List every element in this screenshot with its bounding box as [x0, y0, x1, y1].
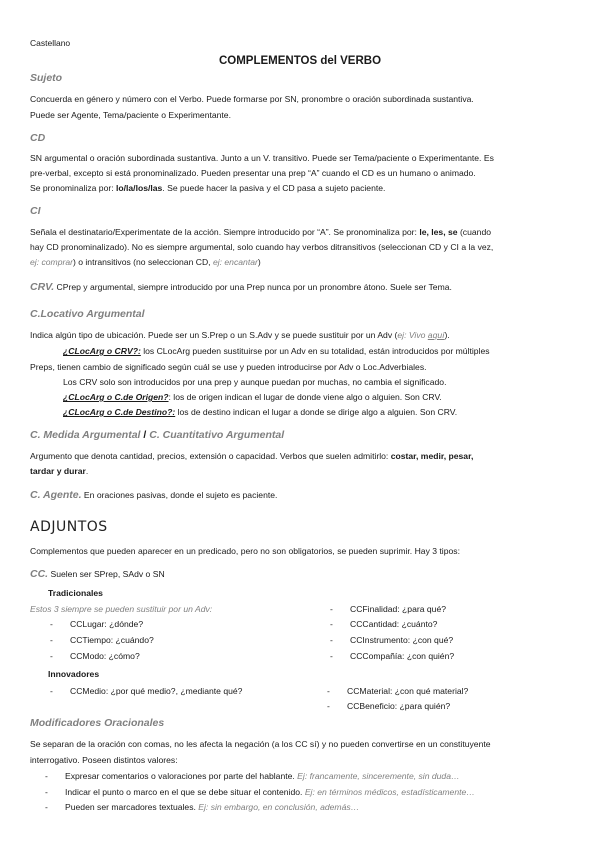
- tradicionales-note: Estos 3 siempre se pueden sustituir por un Adv:: [30, 604, 213, 614]
- cd-line-1: SN argumental o oración subordinada sustantiva. Junto a un V. transitivo. Puede ser Tema/paciente o Experimentante. Es: [30, 153, 494, 163]
- list-item-text: CCMedio: ¿por qué medio?, ¿mediante qué?: [70, 686, 243, 696]
- cd-line-2: pre-verbal, excepto si está pronominalizado. Pueden presentar una prep “A” cuando el CD es un humano o animado.: [30, 168, 476, 178]
- modificador-text: Indicar el punto o marco en el que se debe situar el contenido.: [65, 787, 305, 797]
- page-title: COMPLEMENTOS del VERBO: [218, 55, 382, 67]
- list-item-text: [65, 786, 475, 798]
- locativo-q3-text: los de destino indican el lugar a donde se dirige algo a alguien. Son CRV.: [175, 407, 458, 417]
- list-item-text: CCMaterial: ¿con qué material?: [347, 686, 469, 696]
- locativo-q3-line: [63, 406, 457, 418]
- medida-line-2-post: .: [85, 466, 89, 476]
- medida-heading: [30, 428, 284, 443]
- locativo-q1-text: los CLocArg pueden sustituirse por un Adv en su totalidad, están introducidos por múltiples: [140, 346, 490, 356]
- list-item-text: [65, 801, 359, 813]
- list-item-text: [65, 770, 460, 782]
- crv-text: CPrep y argumental, siempre introducido por una Prep nunca por un pronombre átono. Suele ser Tema.: [54, 282, 452, 292]
- ci-line-1-post: (cuando: [457, 227, 492, 237]
- list-item-text: CCFinalidad: ¿para qué?: [350, 604, 447, 614]
- list-item-text: CCInstrumento: ¿con qué?: [350, 635, 454, 645]
- cd-line-3-pre: Se pronominaliza por:: [30, 183, 116, 193]
- cc-line: [30, 567, 165, 582]
- list-dash: -: [330, 619, 333, 629]
- medida-heading-separator: /: [140, 429, 150, 441]
- locativo-q1: ¿CLocArg o CRV?:: [63, 346, 141, 356]
- agente-heading: C. Agente.: [30, 489, 82, 501]
- ci-pronouns: le, les, se: [419, 227, 458, 237]
- agente-line: [30, 488, 574, 503]
- list-dash: -: [50, 686, 53, 696]
- locativo-q1-line: [63, 345, 574, 357]
- cd-heading: CD: [30, 132, 46, 144]
- list-item-text: CCCompañía: ¿con quién?: [350, 651, 455, 661]
- agente-text: En oraciones pasivas, donde el sujeto es paciente.: [81, 490, 278, 500]
- adjuntos-intro: Complementos que pueden aparecer en un predicado, pero no son obligatorios, se pueden suprimir. Hay 3 tipos:: [30, 546, 460, 556]
- crv-heading: CRV.: [30, 281, 55, 293]
- ci-line-1: [30, 226, 574, 238]
- locativo-q2-text: : los de origen indican el lugar de donde viene algo o alguien. Son CRV.: [168, 392, 442, 402]
- medida-verbs-1: costar, medir, pesar,: [390, 451, 474, 461]
- cd-line-3: [30, 182, 574, 194]
- crv-line: [30, 280, 574, 295]
- sujeto-line-1: Concuerda en género y número con el Verbo. Puede formarse por SN, pronombre o oración subordinada sustantiva.: [30, 94, 474, 104]
- medida-verbs-2: tardar y durar: [30, 466, 86, 476]
- cd-line-3-post: . Se puede hacer la pasiva y el CD pasa a sujeto paciente.: [162, 183, 386, 193]
- modificador-text: Pueden ser marcadores textuales.: [65, 802, 199, 812]
- modificador-example: Ej: sin embargo, en conclusión, además…: [198, 802, 360, 812]
- ci-example-1: ej: comprar: [30, 257, 73, 267]
- modificador-example: Ej: francamente, sinceremente, sin duda…: [297, 771, 460, 781]
- ci-line-2: hay CD pronominalizado). No es siempre argumental, solo cuando hay verbos ditransitivos (seleccionan CD y CI a la vez,: [30, 242, 494, 252]
- medida-line-2: [30, 465, 574, 477]
- list-dash: -: [330, 651, 333, 661]
- locativo-q2: ¿CLocArg o C.de Origen?: [63, 392, 169, 402]
- sujeto-line-2: Puede ser Agente, Tema/paciente o Experimentante.: [30, 110, 231, 120]
- medida-line-1: [30, 450, 574, 462]
- ci-heading: CI: [30, 205, 41, 217]
- list-dash: -: [330, 604, 333, 614]
- list-dash: -: [50, 651, 53, 661]
- locativo-line-1-post: ).: [444, 330, 450, 340]
- ci-line-3: [30, 256, 574, 268]
- locativo-note: Los CRV solo son introducidos por una prep y aunque puedan por muchas, no cambia el significado.: [63, 377, 447, 387]
- list-dash: -: [327, 701, 330, 711]
- innovadores-heading: Innovadores: [48, 669, 100, 679]
- subject-label: Castellano: [30, 38, 71, 48]
- locativo-q3: ¿CLocArg o C.de Destino?:: [63, 407, 176, 417]
- list-item-text: CCTiempo: ¿cuándo?: [70, 635, 154, 645]
- ci-line-3-mid: ) o intransitivos (no seleccionan CD,: [72, 257, 213, 267]
- locativo-example: ej: Vivo: [397, 330, 428, 340]
- locativo-line-1-pre: Indica algún tipo de ubicación. Puede ser un S.Prep o un S.Adv y se puede sustituir por un Adv (: [30, 330, 398, 340]
- locativo-q1-continued: Preps, tienen cambio de significado según cuál se use y pueden introducirse por Adv o Loc.Adverbiales.: [30, 362, 427, 372]
- sujeto-heading: Sujeto: [30, 72, 63, 84]
- modificador-example: Ej: en términos médicos, estadísticamente…: [304, 787, 475, 797]
- cd-pronouns: lo/la/los/las: [115, 183, 163, 193]
- locativo-example-underlined: aquí: [427, 330, 445, 340]
- list-item-text: CCBeneficio: ¿para quién?: [347, 701, 451, 711]
- list-item-text: CCCantidad: ¿cuánto?: [350, 619, 438, 629]
- list-dash: -: [50, 619, 53, 629]
- modificadores-heading: Modificadores Oracionales: [30, 717, 165, 729]
- ci-example-2: ej: encantar: [212, 257, 258, 267]
- tradicionales-heading: Tradicionales: [48, 588, 103, 598]
- list-dash: -: [330, 635, 333, 645]
- modificador-text: Expresar comentarios o valoraciones por parte del hablante.: [65, 771, 298, 781]
- locativo-heading: C.Locativo Argumental: [30, 308, 145, 320]
- locativo-line-1: [30, 329, 574, 341]
- medida-line-1-pre: Argumento que denota cantidad, precios, extensión o capacidad. Verbos que suelen admitirlo:: [30, 451, 391, 461]
- modificadores-line-2: interrogativo. Poseen distintos valores:: [30, 755, 178, 765]
- list-dash: -: [50, 635, 53, 645]
- medida-heading-a: C. Medida Argumental: [30, 429, 141, 441]
- cc-text: Suelen ser SPrep, SAdv o SN: [48, 569, 165, 579]
- list-dash: -: [45, 771, 48, 781]
- adjuntos-heading: ADJUNTOS: [30, 519, 108, 535]
- ci-line-3-post: ): [257, 257, 261, 267]
- ci-line-1-pre: Señala el destinatario/Experimentate de la acción. Siempre introducido por “A”. Se pronominaliza por:: [30, 227, 420, 237]
- list-dash: -: [45, 787, 48, 797]
- modificadores-line-1: Se separan de la oración con comas, no les afecta la negación (a los CC sí) y no pueden convertirse en un constituyente: [30, 739, 491, 749]
- list-item-text: CCLugar: ¿dónde?: [70, 619, 144, 629]
- cc-heading: CC.: [30, 568, 49, 580]
- list-dash: -: [327, 686, 330, 696]
- list-dash: -: [45, 802, 48, 812]
- locativo-q2-line: [63, 391, 442, 403]
- medida-heading-b: C. Cuantitativo Argumental: [149, 429, 285, 441]
- list-item-text: CCModo: ¿cómo?: [70, 651, 140, 661]
